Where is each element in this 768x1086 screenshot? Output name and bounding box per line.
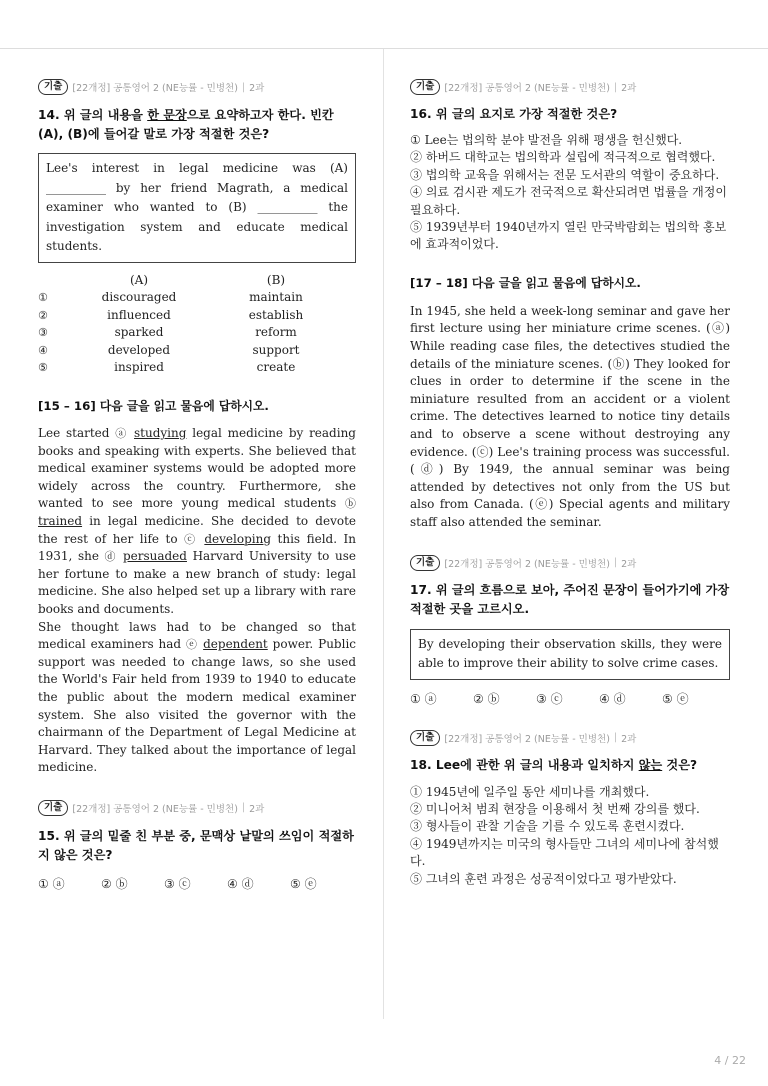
option-a-value: influenced [107, 307, 171, 322]
passage-text: in legal medicine. She decided to devote the rest of her life to [38, 514, 356, 546]
passage-17-18: In 1945, she held a week-long seminar and gave her first lecture using her miniature crime scenes. (ⓐ) While reading case files, the detectives studied the details of the miniature scenes. (ⓑ) They looked for clues in order to determine if the scene in the miniature resulted from an accident or a violent crime. The detectives learned to notice tiny details and to observe a scene without destroying any evidence. (ⓒ) Lee's training process was successful. (ⓓ) By 1949, the annual seminar was being attended by detectives not only from the US but also from Canada. (ⓔ) Special agents and military staff also attended the seminar. [410, 303, 730, 529]
answer-option[interactable]: ③ 형사들이 관찰 기술을 기를 수 있도록 훈련시켰다. [410, 819, 685, 834]
question-17-title: 17. 위 글의 흐름으로 보아, 주어진 문장이 들어가기에 가장 적절한 곳을 고르시오. [410, 582, 730, 616]
answer-choice[interactable]: ④ ⓓ [227, 876, 254, 891]
source-tag: 기출 [22개정] 공통영어 2 (NE능률 - 민병천) | 2과 [410, 78, 730, 96]
passage-text: power. Public support was needed to change laws, so she used the World's Fair held from 1939 to 1940 to educate the public about the modern medical examiner system. She also visited the governor with the chairmann of the Department of Legal Medicine at Harvard. They talked about the importance of legal medicine. [38, 637, 357, 775]
answer-option[interactable]: ① 1945년에 일주일 동안 세미나를 개최했다. [410, 784, 650, 799]
question-18-title: 18. Lee에 관한 위 글의 내용과 일치하지 않는 것은? [410, 757, 698, 772]
answer-choice[interactable]: ① ⓐ [38, 876, 65, 891]
option-b-value: establish [248, 307, 304, 322]
right-column [410, 78, 730, 888]
lesson-text: 2과 [621, 558, 637, 570]
option-row[interactable] [38, 307, 338, 325]
passage-paragraph-2 [38, 619, 356, 777]
source-tag: 기출 [22개정] 공통영어 2 (NE능률 - 민병천) | 2과 [38, 799, 356, 817]
passage-paragraph-1 [38, 425, 356, 619]
blank-marker: ⓔ [186, 638, 199, 652]
passage-text: Lee started [38, 426, 116, 441]
source-text: [22개정] 공통영어 2 (NE능률 - 민병천) [72, 83, 238, 94]
answer-option[interactable]: ⑤ 1939년부터 1940년까지 열린 만국박람회는 법의학 홍보에 효과적이었다. [410, 220, 727, 252]
group-15-16-heading: [15 – 16] 다음 글을 읽고 물음에 답하시오. [38, 399, 269, 414]
answer-choice[interactable]: ④ ⓓ [599, 691, 626, 706]
column-a-header: (A) [129, 272, 149, 287]
blank-marker: ⓑ [345, 497, 356, 511]
exam-badge: 기출 [38, 79, 68, 95]
answer-choice[interactable]: ① ⓐ [410, 691, 437, 706]
underlined-word: developing [204, 531, 271, 546]
option-b-value: reform [255, 325, 297, 340]
blank-marker: ⓒ [184, 532, 198, 546]
column-b-header: (B) [266, 272, 286, 287]
column-divider [383, 49, 384, 1019]
source-text: [22개정] 공통영어 2 (NE능률 - 민병천) [444, 83, 610, 94]
passage-text: legal medicine by reading books and speaking with experts. She believed that medical examiner systems would be adopted more widely across the country. Furthermore, she wanted to see more young medical students [38, 426, 356, 511]
blank-marker: ⓐ [115, 427, 129, 441]
question-17-choices [410, 690, 730, 707]
answer-choice[interactable]: ⑤ ⓔ [290, 876, 317, 891]
page-number: 4 / 22 [714, 1054, 746, 1067]
group-17-18-heading: [17 – 18] 다음 글을 읽고 물음에 답하시오. [410, 275, 641, 290]
option-row[interactable] [38, 359, 338, 377]
answer-option[interactable]: ④ 1949년까지는 미국의 형사들만 그녀의 세미나에 참석했다. [410, 836, 719, 869]
question-14-title: 14. 위 글의 내용을 한 문장으로 요약하고자 한다. 빈칸 (A), (B)에 들어갈 말로 가장 적절한 것은? [38, 108, 334, 141]
option-a-value: discouraged [101, 290, 177, 305]
source-tag: 기출 [22개정] 공통영어 2 (NE능률 - 민병천) | 2과 [410, 729, 730, 747]
blank-marker: ⓓ [104, 550, 118, 564]
underlined-word: persuaded [122, 549, 187, 564]
answer-choice[interactable]: ③ ⓒ [164, 876, 191, 891]
header-rule [0, 48, 768, 49]
option-a-value: developed [107, 342, 171, 357]
source-text: [22개정] 공통영어 2 (NE능률 - 민병천) [72, 803, 238, 815]
answer-option[interactable]: ② 미니어처 범죄 현장을 이용해서 첫 번째 강의를 했다. [410, 801, 700, 816]
passage-15-16 [38, 425, 356, 777]
underlined-word: studying [134, 426, 187, 441]
exam-badge: 기출 [410, 730, 440, 746]
option-row[interactable] [38, 342, 338, 360]
lesson-text: 2과 [621, 83, 637, 94]
passage-text: She thought laws had to be changed so that medical examiners had [38, 619, 356, 652]
answer-option[interactable]: ④ 의료 검시관 제도가 전국적으로 확산되려면 법률을 개정이 필요하다. [410, 185, 727, 217]
option-row[interactable] [38, 324, 338, 342]
question-15-title: 15. 위 글의 밑줄 친 부분 중, 문맥상 낱말의 쓰임이 적절하지 않은 것은? [38, 828, 354, 862]
option-number: ⑤ [38, 361, 48, 375]
option-b-value: maintain [249, 290, 303, 305]
exam-badge: 기출 [38, 800, 68, 816]
passage-text: Harvard University to use her fortune to make a new branch of study: legal medicine. She also helped set up a library with rare books and documents. [38, 549, 356, 616]
passage-text: this field. In 1931, she [38, 531, 357, 564]
underlined-word: dependent [203, 637, 268, 652]
question-14-options [38, 272, 338, 378]
lesson-text: 2과 [249, 83, 265, 94]
answer-option[interactable]: ③ 법의학 교육을 위해서는 전문 도서관의 역할이 중요하다. [410, 167, 720, 182]
option-number: ① [38, 291, 48, 305]
option-number: ② [38, 308, 48, 322]
question-18-options [410, 784, 730, 888]
answer-choice[interactable]: ② ⓑ [101, 876, 128, 891]
source-tag: 기출 [22개정] 공통영어 2 (NE능률 - 민병천) | 2과 [410, 554, 730, 572]
option-number: ③ [38, 326, 48, 340]
option-b-value: support [252, 342, 300, 357]
option-number: ④ [38, 343, 48, 357]
source-text: [22개정] 공통영어 2 (NE능률 - 민병천) [444, 733, 610, 745]
question-16-options [410, 132, 730, 254]
answer-choice[interactable]: ⑤ ⓔ [662, 691, 689, 706]
answer-option[interactable]: ⑤ 그녀의 훈련 과정은 성공적이었다고 평가받았다. [410, 871, 677, 886]
question-17-given-sentence: By developing their observation skills, they were able to improve their ability to solve crime cases. [410, 629, 730, 680]
option-a-value: inspired [114, 360, 164, 375]
option-row[interactable] [38, 289, 338, 307]
question-16-title: 16. 위 글의 요지로 가장 적절한 것은? [410, 107, 618, 121]
option-a-value: sparked [114, 325, 164, 340]
answer-choice[interactable]: ③ ⓒ [536, 691, 563, 706]
question-15-choices [38, 875, 356, 892]
answer-option[interactable]: ② 하버드 대학교는 법의학과 설립에 적극적으로 협력했다. [410, 150, 716, 165]
answer-option[interactable]: ① Lee는 법의학 분야 발전을 위해 평생을 헌신했다. [410, 133, 683, 147]
exam-badge: 기출 [410, 79, 440, 95]
source-tag: 기출 [22개정] 공통영어 2 (NE능률 - 민병천) | 2과 [38, 78, 356, 96]
underlined-word: trained [38, 514, 83, 529]
question-14-summary-box: Lee's interest in legal medicine was (A) __________ by her friend Magrath, a medical examiner who wanted to (B) __________ the investigation system and educate medical students. [38, 153, 356, 263]
lesson-text: 2과 [249, 803, 265, 815]
left-column [38, 78, 356, 892]
exam-badge: 기출 [410, 555, 440, 571]
option-b-value: create [256, 360, 296, 375]
lesson-text: 2과 [621, 733, 637, 745]
source-text: [22개정] 공통영어 2 (NE능률 - 민병천) [444, 558, 610, 570]
answer-choice[interactable]: ② ⓑ [473, 691, 500, 706]
